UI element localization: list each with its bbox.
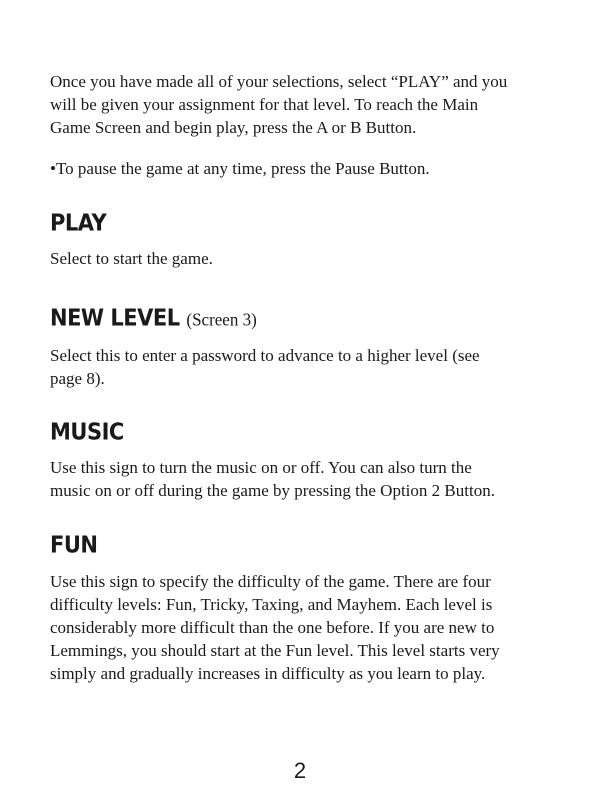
intro-line-2: will be given your assignment for that level. To reach the Main	[50, 95, 479, 114]
fun-line-1: Use this sign to specify the difficulty of the game. There are four	[50, 572, 491, 591]
fun-heading: FUN	[50, 532, 98, 558]
music-heading: MUSIC	[50, 419, 124, 445]
new-level-body	[50, 344, 550, 390]
new-level-line-1: Select this to enter a password to advance to a higher level (see	[50, 346, 480, 365]
page-number: 2	[293, 758, 307, 783]
music-body	[50, 456, 550, 502]
section-music	[50, 420, 550, 446]
play-heading: PLAY	[50, 210, 107, 236]
music-line-2: music on or off during the game by pressing the Option 2 Button.	[50, 481, 495, 500]
new-level-heading: NEW LEVEL	[50, 304, 180, 331]
fun-line-5: simply and gradually increases in difficulty as you learn to play.	[50, 664, 486, 683]
pause-bullet-text: •To pause the game at any time, press the Pause Button.	[50, 159, 430, 178]
section-play	[50, 211, 550, 237]
fun-line-2: difficulty levels: Fun, Tricky, Taxing, and Mayhem. Each level is	[50, 595, 493, 614]
music-line-1: Use this sign to turn the music on or off. You can also turn the	[50, 458, 472, 477]
section-new-level	[50, 306, 550, 334]
intro-line-3: Game Screen and begin play, press the A or B Button.	[50, 118, 417, 137]
play-body	[50, 247, 550, 270]
intro-line-1: Once you have made all of your selections, select “PLAY” and you	[50, 72, 508, 91]
fun-line-3: considerably more difficult than the one before. If you are new to	[50, 618, 495, 637]
play-line-1: Select to start the game.	[50, 249, 213, 268]
fun-body	[50, 570, 550, 685]
fun-line-4: Lemmings, you should start at the Fun level. This level starts very	[50, 641, 500, 660]
intro-paragraph	[50, 70, 550, 139]
new-level-heading-row	[50, 304, 550, 334]
section-fun	[50, 533, 550, 559]
new-level-note: (Screen 3)	[186, 309, 257, 330]
new-level-line-2: page 8).	[50, 369, 105, 388]
pause-bullet	[50, 157, 550, 180]
